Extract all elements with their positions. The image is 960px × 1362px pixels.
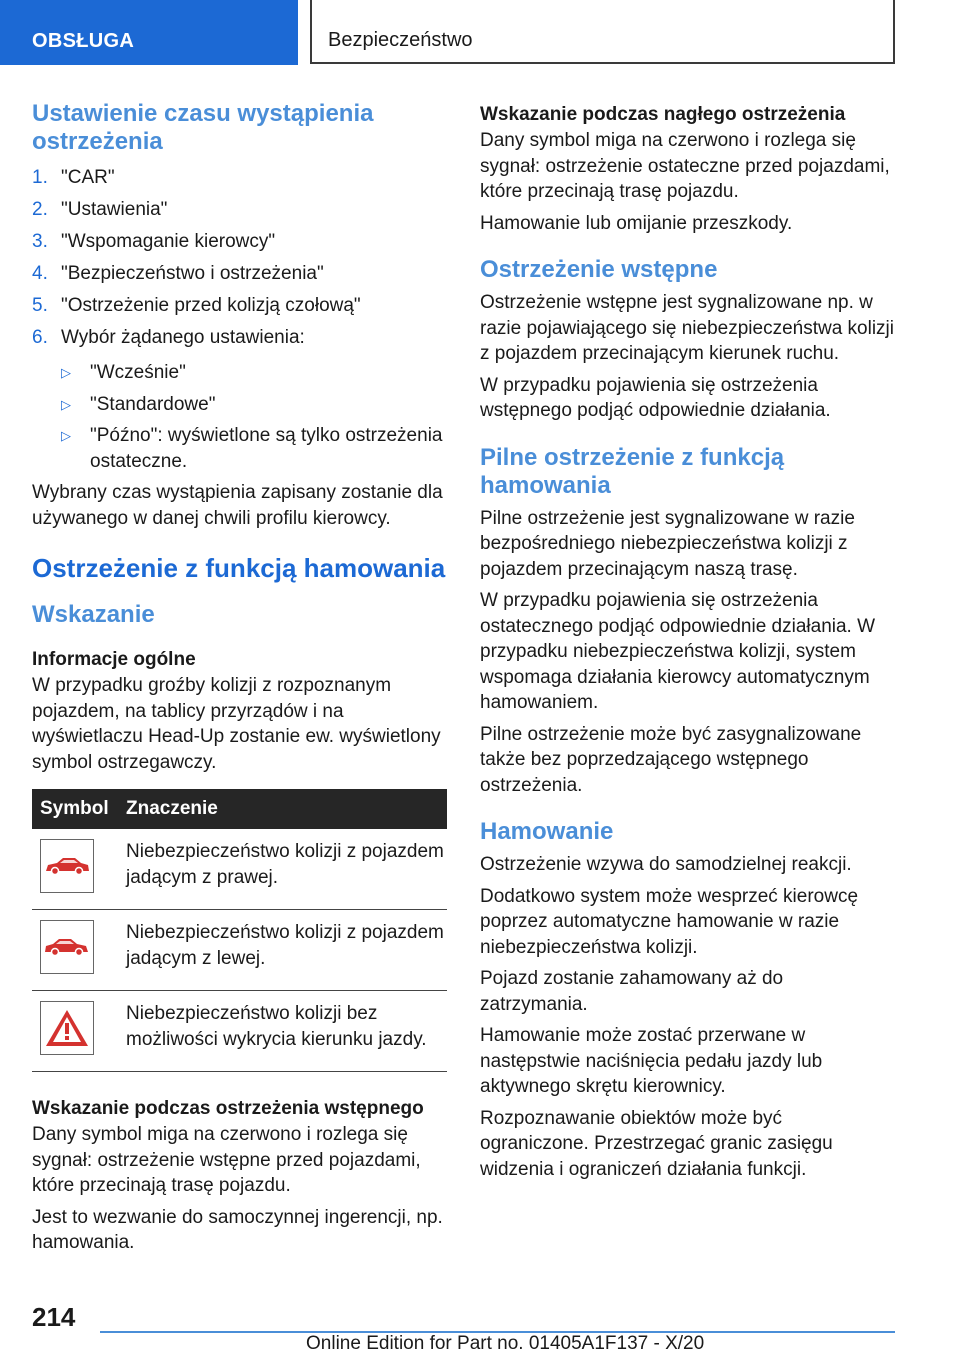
table-cell-meaning: Niebezpieczeństwo kolizji z pojazdem jadącym z prawej. <box>118 829 447 910</box>
pre-warning-display-text-2: Jest to wezwanie do samoczynnej ingerencji, np. hamowania. <box>32 1206 443 1253</box>
list-item: 4. "Bezpieczeństwo i ostrzeżenia" <box>32 263 324 284</box>
options-list <box>32 360 447 474</box>
list-item: ▷ "Standardowe" <box>61 392 447 418</box>
display-title: Wskazanie <box>32 601 155 628</box>
prewarning-text: Ostrzeżenie wstępne jest sygnalizowane np. w razie pojawiającego się niebezpieczeństwa kolizji z pojazdem przecinającym kierunek ruchu. <box>480 292 895 364</box>
triangle-bullet-icon: ▷ <box>61 428 71 443</box>
braking-text-5: Rozpoznawanie obiektów może być ograniczone. Przestrzegać granic zasięgu widzenia i ograniczeń działania funkcji. <box>480 1107 833 1180</box>
section-tab[interactable]: OBSŁUGA <box>0 0 298 65</box>
edition-footer: Online Edition for Part no. 01405A1F137 - X/20 <box>306 1333 705 1354</box>
triangle-bullet-icon: ▷ <box>61 396 71 412</box>
timing-title: Ustawienie czasu wystąpienia ostrzeżenia <box>32 100 374 155</box>
braking-text-2: Dodatkowo system może wesprzeć kierowcę poprzez automatyczne hamowanie w razie niebezpieczeństwa kolizji. <box>480 885 859 958</box>
list-item: ▷ "Późno": wyświetlone są tylko ostrzeżenia ostateczne. <box>61 423 447 474</box>
warning-triangle-icon <box>40 1001 94 1055</box>
pre-warning-display-title: Wskazanie podczas ostrzeżenia wstępnego <box>32 1098 424 1119</box>
page-number: 214 <box>32 1302 76 1332</box>
steps-list <box>32 162 447 354</box>
symbol-table <box>32 789 447 1072</box>
left-column <box>32 100 447 1262</box>
list-item: 5. "Ostrzeżenie przed kolizją czołową" <box>32 295 361 316</box>
list-item: 1. "CAR" <box>32 167 115 188</box>
urgent-warning-text-3: Pilne ostrzeżenie może być zasygnalizowane także bez poprzedzającego wstępnego ostrzeżenia. <box>480 723 862 796</box>
urgent-warning-title: Pilne ostrzeżenie z funkcją hamowania <box>480 443 785 499</box>
table-header-symbol: Symbol <box>32 789 118 829</box>
right-column <box>480 100 896 1188</box>
table-cell-meaning: Niebezpieczeństwo kolizji z pojazdem jadącym z lewej. <box>118 910 447 991</box>
prewarning-title: Ostrzeżenie wstępne <box>480 256 718 283</box>
sudden-warning-text: Dany symbol miga na czerwono i rozlega się sygnał: ostrzeżenie ostateczne przed pojazdami, które przecinają trasę pojazdu. <box>480 130 890 202</box>
chapter-tab[interactable]: Bezpieczeństwo <box>310 0 895 64</box>
list-item: 3. "Wspomaganie kierowcy" <box>32 231 276 252</box>
general-info-title: Informacje ogólne <box>32 649 196 670</box>
list-item: ▷ "Wcześnie" <box>61 360 447 386</box>
table-cell-meaning: Niebezpieczeństwo kolizji bez możliwości wykrycia kierunku jazdy. <box>118 991 447 1072</box>
table-row <box>32 829 447 910</box>
red-car-right-icon <box>40 839 94 893</box>
red-car-left-icon <box>40 920 94 974</box>
sudden-warning-title: Wskazanie podczas nagłego ostrzeżenia <box>480 104 846 125</box>
urgent-warning-text-2: W przypadku pojawienia się ostrzeżenia ostatecznego podjąć odpowiednie działania. W przypadku niebezpieczeństwa kolizji, system wspomaga działania kierowcy automatycznym hamowaniem. <box>480 590 876 713</box>
pre-warning-display-text: Dany symbol miga na czerwono i rozlega się sygnał: ostrzeżenie wstępne przed pojazdami, które przecinają trasę pojazdu. <box>32 1124 421 1196</box>
general-info-text: W przypadku groźby kolizji z rozpoznanym pojazdem, na tablicy przyrządów i na wyświetlaczu Head-Up zostanie ew. wyświetlony symbol ostrzegawczy. <box>32 675 441 773</box>
prewarning-text-2: W przypadku pojawienia się ostrzeżenia wstępnego podjąć odpowiednie działania. <box>480 374 831 421</box>
sudden-warning-text-2: Hamowanie lub omijanie przeszkody. <box>480 212 793 234</box>
braking-text-4: Hamowanie może zostać przerwane w następstwie naciśnięcia pedału jazdy lub aktywnego skrętu kierownicy. <box>480 1025 823 1097</box>
list-item: 6. Wybór żądanego ustawienia: <box>32 327 305 348</box>
list-item: 2. "Ustawienia" <box>32 199 168 220</box>
braking-title: Hamowanie <box>480 818 614 845</box>
triangle-bullet-icon: ▷ <box>61 365 71 380</box>
braking-text-3: Pojazd zostanie zahamowany aż do zatrzymania. <box>480 968 784 1015</box>
table-row <box>32 910 447 991</box>
table-header-meaning: Znaczenie <box>118 789 447 829</box>
braking-text: Ostrzeżenie wzywa do samodzielnej reakcji. <box>480 854 852 875</box>
urgent-warning-text: Pilne ostrzeżenie jest sygnalizowane w razie bezpośredniego niebezpieczeństwa kolizji z pojazdem przecinającym naszą trasę. <box>480 507 855 580</box>
timing-note: Wybrany czas wystąpienia zapisany zostanie dla używanego w danej chwili profilu kierowcy. <box>32 482 443 529</box>
braking-warning-title: Ostrzeżenie z funkcją hamowania <box>32 553 446 583</box>
table-row <box>32 991 447 1072</box>
